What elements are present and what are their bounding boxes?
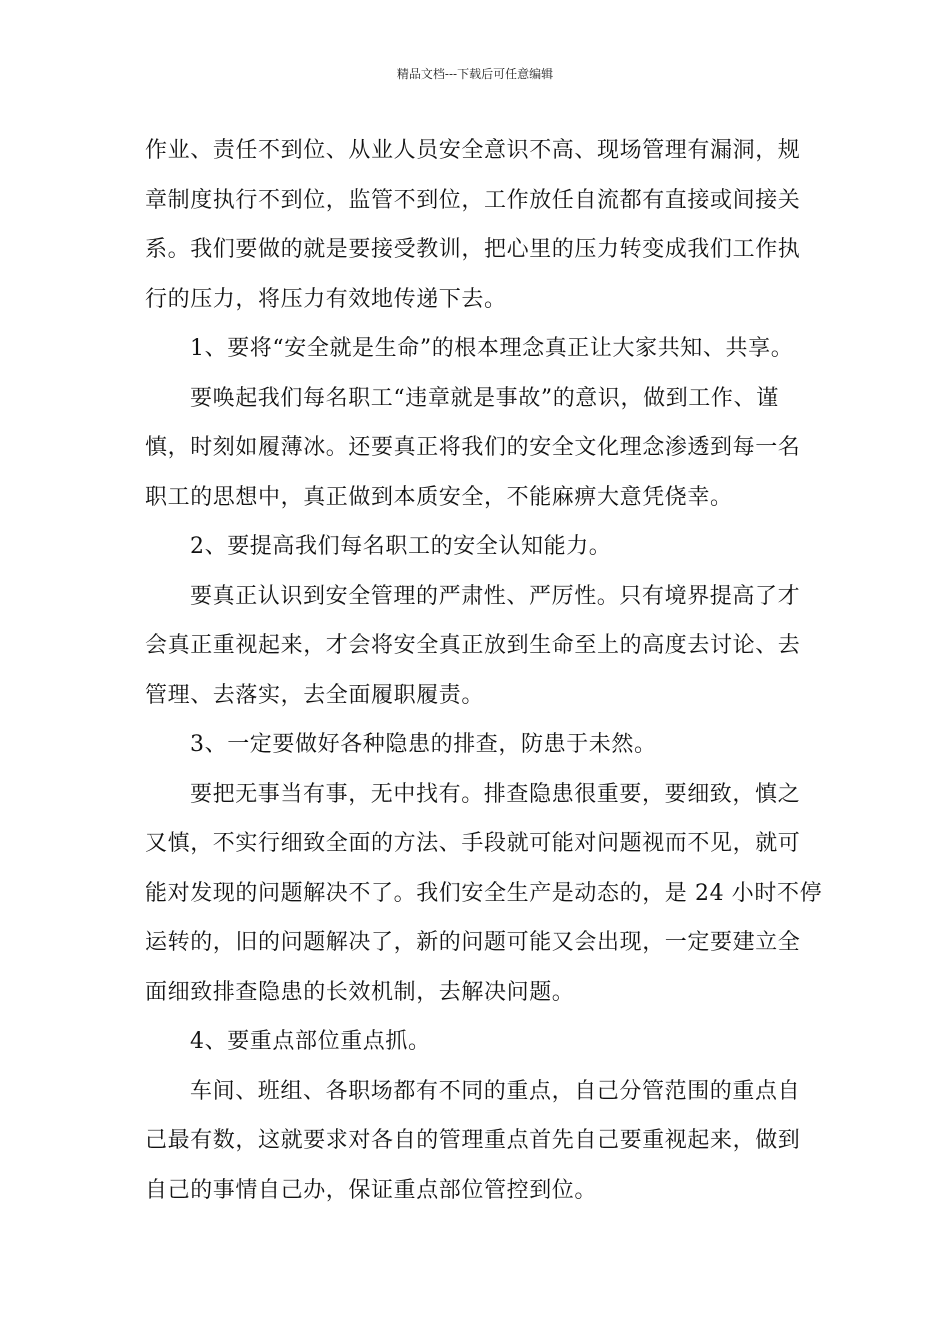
heading-item-1: 1、要将“安全就是生命”的根本理念真正让大家共知、共享。 — [190, 336, 794, 361]
text-line: 能对发现的问题解决不了。我们安全生产是动态的，是 24 小时不停 — [145, 880, 823, 906]
text-line: 系。我们要做的就是要接受教训，把心里的压力转变成我们工作执 — [145, 237, 801, 262]
text-line: 管理、去落实，去全面履职履责。 — [145, 682, 485, 708]
text-line: 又慎，不实行细致全面的方法、手段就可能对问题视而不见，就可 — [145, 831, 801, 856]
heading-item-3: 3、一定要做好各种隐患的排查，防患于未然。 — [190, 732, 657, 757]
text-line: 要把无事当有事，无中找有。排查隐患很重要，要细致，慎之 — [190, 781, 801, 807]
text-line: 要真正认识到安全管理的严肃性、严厉性。只有境界提高了才 — [190, 583, 801, 609]
heading-item-4: 4、要重点部位重点抓。 — [190, 1029, 431, 1054]
text-line: 车间、班组、各职场都有不同的重点，自己分管范围的重点自 — [190, 1078, 801, 1104]
text-line: 作业、责任不到位、从业人员安全意识不高、现场管理有漏洞，规 — [145, 138, 801, 163]
heading-item-2: 2、要提高我们每名职工的安全认知能力。 — [190, 534, 612, 559]
text-line: 要唤起我们每名职工“违章就是事故”的意识，做到工作、谨 — [190, 385, 779, 411]
text-line: 行的压力，将压力有效地传递下去。 — [145, 286, 507, 312]
text-line: 会真正重视起来，才会将安全真正放到生命至上的高度去讨论、去 — [145, 633, 801, 658]
text-line: 自己的事情自己办，保证重点部位管控到位。 — [145, 1177, 598, 1203]
text-line: 职工的思想中，真正做到本质安全，不能麻痹大意凭侥幸。 — [145, 484, 733, 510]
text-line: 慎，时刻如履薄冰。还要真正将我们的安全文化理念渗透到每一名 — [145, 435, 801, 460]
document-body — [145, 126, 823, 1215]
text-line: 面细致排查隐患的长效机制，去解决问题。 — [145, 979, 575, 1005]
text-line: 己最有数，这就要求对各自的管理重点首先自己要重视起来，做到 — [145, 1128, 801, 1153]
page-header: 精品文档---下载后可任意编辑 — [396, 67, 554, 81]
text-line: 运转的，旧的问题解决了，新的问题可能又会出现，一定要建立全 — [145, 930, 801, 955]
text-line: 章制度执行不到位，监管不到位，工作放任自流都有直接或间接关 — [145, 187, 801, 213]
